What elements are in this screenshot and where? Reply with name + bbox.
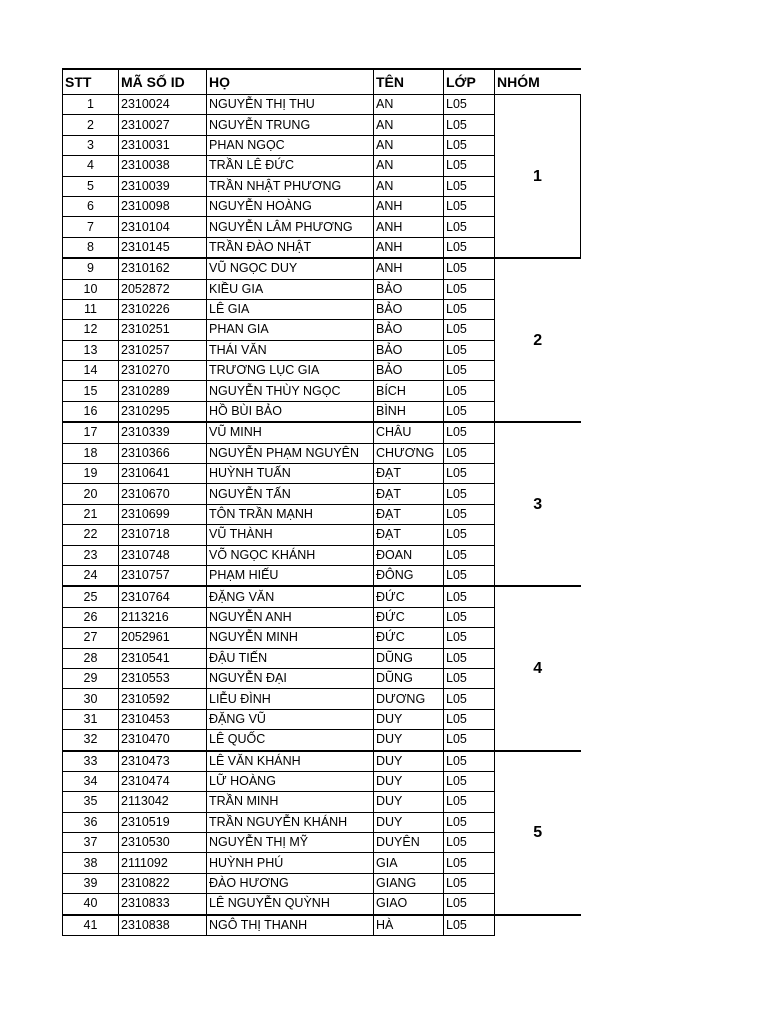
cell-ten[interactable]: ĐẠT <box>374 525 444 545</box>
student-table <box>62 68 581 936</box>
cell-id[interactable]: 2310295 <box>119 401 207 422</box>
cell-stt[interactable]: 28 <box>63 648 119 668</box>
cell-lop[interactable]: L05 <box>444 894 495 915</box>
cell-ho[interactable]: TRẦN NGUYỄN KHÁNH <box>207 812 374 832</box>
cell-ten[interactable]: CHƯƠNG <box>374 443 444 463</box>
cell-lop[interactable]: L05 <box>444 504 495 524</box>
cell-lop[interactable]: L05 <box>444 812 495 832</box>
cell-stt[interactable]: 17 <box>63 422 119 443</box>
cell-ho[interactable]: HỒ BÙI BẢO <box>207 401 374 422</box>
cell-id[interactable]: 2310024 <box>119 95 207 115</box>
cell-lop[interactable]: L05 <box>444 443 495 463</box>
cell-ho[interactable]: NGUYỄN TẤN <box>207 484 374 504</box>
cell-ho[interactable]: KIỀU GIA <box>207 279 374 299</box>
cell-stt[interactable]: 22 <box>63 525 119 545</box>
cell-lop[interactable]: L05 <box>444 422 495 443</box>
cell-stt[interactable]: 32 <box>63 730 119 751</box>
cell-lop[interactable]: L05 <box>444 464 495 484</box>
group-cell[interactable] <box>495 915 581 936</box>
cell-ten[interactable]: ANH <box>374 237 444 258</box>
cell-lop[interactable]: L05 <box>444 95 495 115</box>
cell-ten[interactable]: ĐẠT <box>374 464 444 484</box>
cell-id[interactable]: 2310670 <box>119 484 207 504</box>
cell-ho[interactable]: NGUYỄN THỊ THU <box>207 95 374 115</box>
cell-ten[interactable]: BẢO <box>374 340 444 360</box>
cell-ten[interactable]: HÀ <box>374 915 444 936</box>
cell-id[interactable]: 2310470 <box>119 730 207 751</box>
cell-ho[interactable]: PHẠM HIẾU <box>207 565 374 586</box>
cell-stt[interactable]: 13 <box>63 340 119 360</box>
cell-stt[interactable]: 18 <box>63 443 119 463</box>
cell-id[interactable]: 2310838 <box>119 915 207 936</box>
cell-ho[interactable]: VŨ THÀNH <box>207 525 374 545</box>
cell-ho[interactable]: ĐẶNG VŨ <box>207 709 374 729</box>
header-id[interactable]: MÃ SỐ ID <box>119 69 207 95</box>
cell-id[interactable]: 2310474 <box>119 771 207 791</box>
cell-id[interactable]: 2310031 <box>119 135 207 155</box>
cell-id[interactable]: 2310145 <box>119 237 207 258</box>
cell-stt[interactable]: 2 <box>63 115 119 135</box>
table-row <box>63 751 581 772</box>
header-lop[interactable]: LỚP <box>444 69 495 95</box>
cell-lop[interactable]: L05 <box>444 689 495 709</box>
cell-id[interactable]: 2310289 <box>119 381 207 401</box>
cell-ho[interactable]: NGUYỄN ĐẠI <box>207 668 374 688</box>
cell-ho[interactable]: HUỲNH TUẤN <box>207 464 374 484</box>
cell-stt[interactable]: 6 <box>63 196 119 216</box>
cell-lop[interactable]: L05 <box>444 751 495 772</box>
cell-ho[interactable]: NGUYỄN PHẠM NGUYÊN <box>207 443 374 463</box>
cell-id[interactable]: 2310098 <box>119 196 207 216</box>
cell-ho[interactable]: NGUYỄN HOÀNG <box>207 196 374 216</box>
cell-stt[interactable]: 26 <box>63 607 119 627</box>
cell-ten[interactable]: ANH <box>374 196 444 216</box>
cell-stt[interactable]: 12 <box>63 320 119 340</box>
cell-ho[interactable]: LÊ GIA <box>207 299 374 319</box>
cell-stt[interactable]: 25 <box>63 586 119 607</box>
cell-lop[interactable]: L05 <box>444 401 495 422</box>
cell-stt[interactable]: 24 <box>63 565 119 586</box>
group-cell[interactable]: 3 <box>495 422 581 586</box>
cell-ten[interactable]: GIANG <box>374 873 444 893</box>
cell-ten[interactable]: ĐỨC <box>374 628 444 648</box>
cell-stt[interactable]: 30 <box>63 689 119 709</box>
cell-ten[interactable]: BÌNH <box>374 401 444 422</box>
cell-stt[interactable]: 21 <box>63 504 119 524</box>
header-nhom[interactable]: NHÓM <box>495 69 581 95</box>
cell-ho[interactable]: ĐẶNG VĂN <box>207 586 374 607</box>
cell-ten[interactable]: AN <box>374 156 444 176</box>
cell-lop[interactable]: L05 <box>444 586 495 607</box>
table-body <box>63 95 581 936</box>
cell-ho[interactable]: TRƯƠNG LỤC GIA <box>207 361 374 381</box>
cell-id[interactable]: 2310553 <box>119 668 207 688</box>
spreadsheet <box>62 68 581 936</box>
cell-lop[interactable]: L05 <box>444 648 495 668</box>
group-cell[interactable]: 1 <box>495 95 581 259</box>
cell-ten[interactable]: GIAO <box>374 894 444 915</box>
header-ten[interactable]: TÊN <box>374 69 444 95</box>
cell-lop[interactable]: L05 <box>444 484 495 504</box>
cell-ho[interactable]: NGUYỄN THỊ MỸ <box>207 833 374 853</box>
cell-ten[interactable]: AN <box>374 95 444 115</box>
cell-lop[interactable]: L05 <box>444 381 495 401</box>
cell-stt[interactable]: 31 <box>63 709 119 729</box>
cell-ho[interactable]: TRẦN MINH <box>207 792 374 812</box>
cell-lop[interactable]: L05 <box>444 279 495 299</box>
cell-ho[interactable]: TRẦN LÊ ĐỨC <box>207 156 374 176</box>
cell-stt[interactable]: 14 <box>63 361 119 381</box>
cell-id[interactable]: 2111092 <box>119 853 207 873</box>
cell-stt[interactable]: 23 <box>63 545 119 565</box>
cell-stt[interactable]: 39 <box>63 873 119 893</box>
cell-ten[interactable]: DUY <box>374 751 444 772</box>
cell-stt[interactable]: 4 <box>63 156 119 176</box>
cell-id[interactable]: 2310339 <box>119 422 207 443</box>
cell-ho[interactable]: THÁI VĂN <box>207 340 374 360</box>
cell-ho[interactable]: NGUYỄN LÂM PHƯƠNG <box>207 217 374 237</box>
cell-ten[interactable]: ĐOAN <box>374 545 444 565</box>
cell-ten[interactable]: ANH <box>374 217 444 237</box>
cell-lop[interactable]: L05 <box>444 565 495 586</box>
cell-lop[interactable]: L05 <box>444 628 495 648</box>
cell-id[interactable]: 2310270 <box>119 361 207 381</box>
cell-ho[interactable]: NGUYỄN TRUNG <box>207 115 374 135</box>
cell-id[interactable]: 2310453 <box>119 709 207 729</box>
cell-id[interactable]: 2310541 <box>119 648 207 668</box>
table-row <box>63 95 581 115</box>
cell-ten[interactable]: AN <box>374 135 444 155</box>
cell-ten[interactable]: AN <box>374 115 444 135</box>
table-row <box>63 586 581 607</box>
cell-lop[interactable]: L05 <box>444 668 495 688</box>
cell-ten[interactable]: BẢO <box>374 299 444 319</box>
cell-id[interactable]: 2310833 <box>119 894 207 915</box>
cell-lop[interactable]: L05 <box>444 361 495 381</box>
cell-id[interactable]: 2310757 <box>119 565 207 586</box>
cell-lop[interactable]: L05 <box>444 545 495 565</box>
cell-stt[interactable]: 35 <box>63 792 119 812</box>
cell-stt[interactable]: 11 <box>63 299 119 319</box>
cell-lop[interactable]: L05 <box>444 340 495 360</box>
cell-id[interactable]: 2113216 <box>119 607 207 627</box>
cell-ho[interactable]: VÕ NGỌC KHÁNH <box>207 545 374 565</box>
cell-stt[interactable]: 5 <box>63 176 119 196</box>
cell-ho[interactable]: NGUYỄN THÙY NGỌC <box>207 381 374 401</box>
cell-id[interactable]: 2310104 <box>119 217 207 237</box>
cell-stt[interactable]: 29 <box>63 668 119 688</box>
cell-lop[interactable]: L05 <box>444 196 495 216</box>
cell-stt[interactable]: 7 <box>63 217 119 237</box>
cell-ten[interactable]: DUY <box>374 771 444 791</box>
header-stt[interactable]: STT <box>63 69 119 95</box>
cell-lop[interactable]: L05 <box>444 730 495 751</box>
cell-stt[interactable]: 15 <box>63 381 119 401</box>
cell-ten[interactable]: DUY <box>374 812 444 832</box>
cell-ho[interactable]: TRẦN NHẬT PHƯƠNG <box>207 176 374 196</box>
cell-stt[interactable]: 40 <box>63 894 119 915</box>
cell-stt[interactable]: 27 <box>63 628 119 648</box>
cell-ho[interactable]: TRẦN ĐÀO NHẬT <box>207 237 374 258</box>
cell-ho[interactable]: NGUYỄN ANH <box>207 607 374 627</box>
cell-stt[interactable]: 16 <box>63 401 119 422</box>
cell-lop[interactable]: L05 <box>444 853 495 873</box>
cell-ho[interactable]: TÔN TRẦN MẠNH <box>207 504 374 524</box>
cell-ten[interactable]: DƯƠNG <box>374 689 444 709</box>
cell-id[interactable]: 2310641 <box>119 464 207 484</box>
cell-ho[interactable]: HUỲNH PHÚ <box>207 853 374 873</box>
cell-id[interactable]: 2310748 <box>119 545 207 565</box>
cell-id[interactable]: 2310027 <box>119 115 207 135</box>
cell-ten[interactable]: BẢO <box>374 279 444 299</box>
cell-id[interactable]: 2310764 <box>119 586 207 607</box>
cell-ten[interactable]: DŨNG <box>374 648 444 668</box>
cell-lop[interactable]: L05 <box>444 771 495 791</box>
cell-lop[interactable]: L05 <box>444 299 495 319</box>
cell-id[interactable]: 2310530 <box>119 833 207 853</box>
header-row <box>63 69 581 95</box>
group-cell[interactable]: 5 <box>495 751 581 915</box>
cell-lop[interactable]: L05 <box>444 115 495 135</box>
cell-id[interactable]: 2310718 <box>119 525 207 545</box>
cell-ten[interactable]: ĐẠT <box>374 484 444 504</box>
cell-lop[interactable]: L05 <box>444 833 495 853</box>
cell-ten[interactable]: BẢO <box>374 361 444 381</box>
cell-stt[interactable]: 10 <box>63 279 119 299</box>
cell-id[interactable]: 2113042 <box>119 792 207 812</box>
cell-id[interactable]: 2052872 <box>119 279 207 299</box>
cell-ho[interactable]: VŨ NGỌC DUY <box>207 258 374 279</box>
cell-ho[interactable]: PHAN GIA <box>207 320 374 340</box>
group-cell[interactable]: 2 <box>495 258 581 422</box>
cell-lop[interactable]: L05 <box>444 915 495 936</box>
cell-stt[interactable]: 3 <box>63 135 119 155</box>
cell-lop[interactable]: L05 <box>444 258 495 279</box>
cell-ten[interactable]: DUY <box>374 730 444 751</box>
cell-ho[interactable]: NGUYỄN MINH <box>207 628 374 648</box>
table-row <box>63 258 581 279</box>
cell-ten[interactable]: AN <box>374 176 444 196</box>
cell-ten[interactable]: ĐỨC <box>374 607 444 627</box>
cell-stt[interactable]: 37 <box>63 833 119 853</box>
cell-stt[interactable]: 1 <box>63 95 119 115</box>
cell-id[interactable]: 2310699 <box>119 504 207 524</box>
cell-ten[interactable]: DUY <box>374 709 444 729</box>
cell-ten[interactable]: ĐỨC <box>374 586 444 607</box>
cell-stt[interactable]: 34 <box>63 771 119 791</box>
cell-ten[interactable]: ANH <box>374 258 444 279</box>
cell-ten[interactable]: DUY <box>374 792 444 812</box>
cell-lop[interactable]: L05 <box>444 135 495 155</box>
cell-ho[interactable]: LỮ HOÀNG <box>207 771 374 791</box>
cell-ten[interactable]: CHÂU <box>374 422 444 443</box>
cell-stt[interactable]: 19 <box>63 464 119 484</box>
cell-ten[interactable]: GIA <box>374 853 444 873</box>
cell-ten[interactable]: ĐÔNG <box>374 565 444 586</box>
cell-id[interactable]: 2310038 <box>119 156 207 176</box>
cell-ho[interactable]: PHAN NGỌC <box>207 135 374 155</box>
cell-ho[interactable]: ĐÀO HƯƠNG <box>207 873 374 893</box>
cell-lop[interactable]: L05 <box>444 873 495 893</box>
cell-ho[interactable]: LÊ VĂN KHÁNH <box>207 751 374 772</box>
cell-lop[interactable]: L05 <box>444 217 495 237</box>
cell-stt[interactable]: 9 <box>63 258 119 279</box>
cell-ho[interactable]: VŨ MINH <box>207 422 374 443</box>
cell-id[interactable]: 2310257 <box>119 340 207 360</box>
cell-id[interactable]: 2310366 <box>119 443 207 463</box>
cell-ten[interactable]: DŨNG <box>374 668 444 688</box>
cell-id[interactable]: 2310251 <box>119 320 207 340</box>
cell-ho[interactable]: LÊ QUỐC <box>207 730 374 751</box>
cell-ten[interactable]: BÍCH <box>374 381 444 401</box>
cell-id[interactable]: 2310822 <box>119 873 207 893</box>
cell-ho[interactable]: ĐẬU TIẾN <box>207 648 374 668</box>
cell-lop[interactable]: L05 <box>444 237 495 258</box>
cell-id[interactable]: 2310226 <box>119 299 207 319</box>
cell-id[interactable]: 2310039 <box>119 176 207 196</box>
cell-id[interactable]: 2310473 <box>119 751 207 772</box>
cell-ten[interactable]: DUYÊN <box>374 833 444 853</box>
cell-ten[interactable]: ĐẠT <box>374 504 444 524</box>
cell-id[interactable]: 2052961 <box>119 628 207 648</box>
cell-lop[interactable]: L05 <box>444 525 495 545</box>
cell-lop[interactable]: L05 <box>444 176 495 196</box>
group-cell[interactable]: 4 <box>495 586 581 750</box>
cell-stt[interactable]: 20 <box>63 484 119 504</box>
cell-ho[interactable]: LÊ NGUYỄN QUỲNH <box>207 894 374 915</box>
cell-lop[interactable]: L05 <box>444 792 495 812</box>
cell-stt[interactable]: 41 <box>63 915 119 936</box>
cell-lop[interactable]: L05 <box>444 709 495 729</box>
cell-lop[interactable]: L05 <box>444 607 495 627</box>
cell-lop[interactable]: L05 <box>444 320 495 340</box>
cell-stt[interactable]: 33 <box>63 751 119 772</box>
table-row <box>63 422 581 443</box>
cell-ten[interactable]: BẢO <box>374 320 444 340</box>
cell-stt[interactable]: 38 <box>63 853 119 873</box>
cell-id[interactable]: 2310162 <box>119 258 207 279</box>
cell-id[interactable]: 2310592 <box>119 689 207 709</box>
cell-ho[interactable]: NGÔ THỊ THANH <box>207 915 374 936</box>
cell-stt[interactable]: 8 <box>63 237 119 258</box>
cell-id[interactable]: 2310519 <box>119 812 207 832</box>
cell-stt[interactable]: 36 <box>63 812 119 832</box>
table-row <box>63 915 581 936</box>
cell-ho[interactable]: LIỄU ĐÌNH <box>207 689 374 709</box>
cell-lop[interactable]: L05 <box>444 156 495 176</box>
header-ho[interactable]: HỌ <box>207 69 374 95</box>
